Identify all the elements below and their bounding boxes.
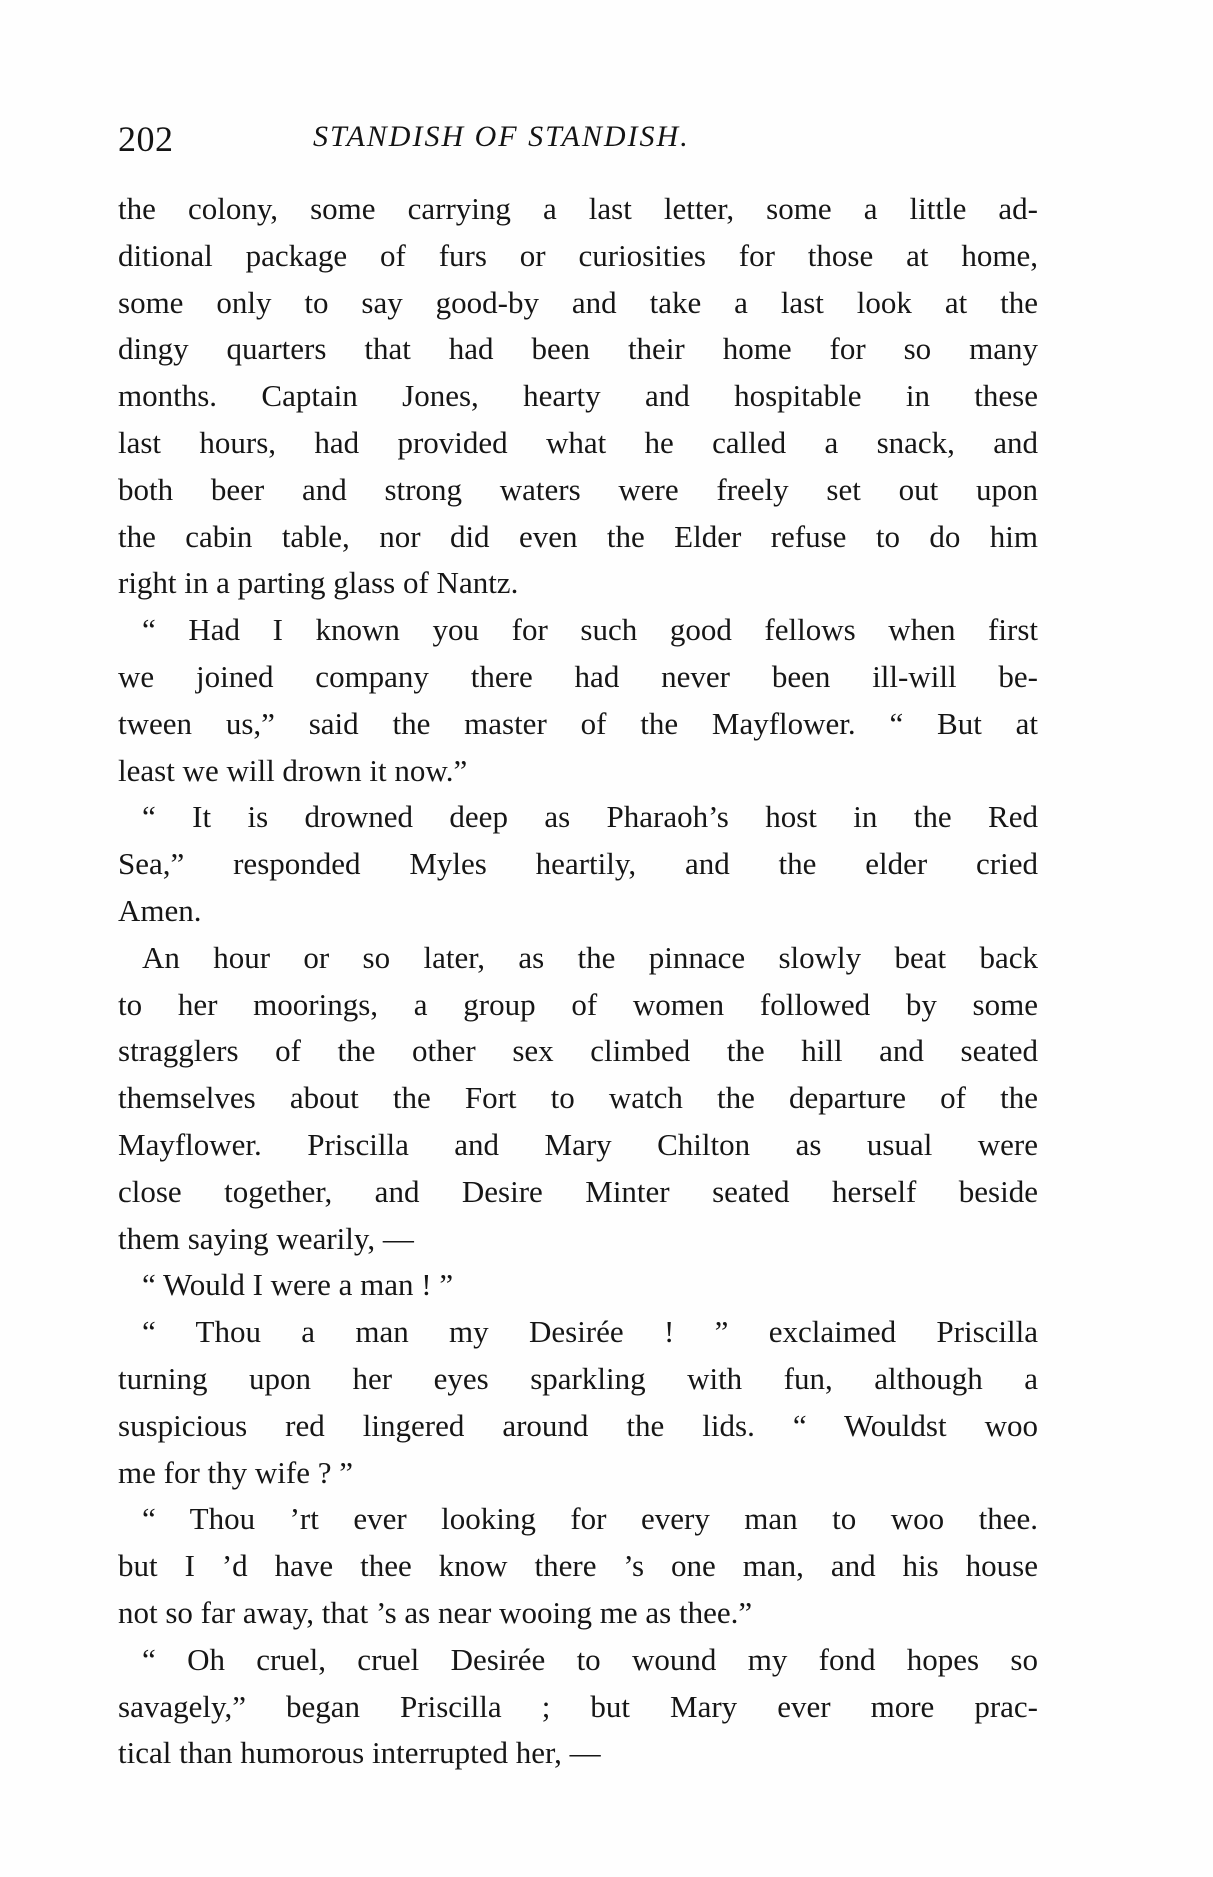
page-header — [118, 118, 1038, 168]
text-line: right in a parting glass of Nantz. — [118, 565, 519, 601]
text-line: “ Oh cruel, cruel Desirée to wound my fond hopes so — [142, 1641, 1038, 1677]
text-line: we joined company there had never been ill-will be- — [118, 658, 1038, 694]
text-line: “ Thou ’rt ever looking for every man to woo thee. — [142, 1501, 1038, 1537]
text-line: suspicious red lingered around the lids. “ Wouldst woo — [118, 1407, 1038, 1443]
page-number: 202 — [118, 119, 174, 159]
text-line: to her moorings, a group of women followed by some — [118, 986, 1038, 1022]
text-line: some only to say good-by and take a last look at the — [118, 284, 1038, 320]
text-line: tween us,” said the master of the Mayflower. “ But at — [118, 705, 1038, 741]
text-line: “ It is drowned deep as Pharaoh’s host in the Red — [142, 799, 1038, 835]
text-line: tical than humorous interrupted her, — — [118, 1735, 601, 1771]
text-line: Sea,” responded Myles heartily, and the elder cried — [118, 846, 1038, 882]
text-line: both beer and strong waters were freely set out upon — [118, 471, 1038, 507]
body-text — [118, 186, 1038, 1777]
text-line: ditional package of furs or curiosities for those at home, — [118, 237, 1038, 273]
text-line: but I ’d have thee know there ’s one man, and his house — [118, 1548, 1038, 1584]
text-line: Amen. — [118, 892, 202, 928]
text-line: An hour or so later, as the pinnace slowly beat back — [142, 939, 1038, 975]
text-line: turning upon her eyes sparkling with fun, although a — [118, 1360, 1038, 1396]
text-line: dingy quarters that had been their home for so many — [118, 331, 1038, 367]
text-line: me for thy wife ? ” — [118, 1454, 353, 1490]
text-line: “ Had I known you for such good fellows when first — [142, 612, 1038, 648]
text-line: last hours, had provided what he called a snack, and — [118, 424, 1038, 460]
text-line: themselves about the Fort to watch the departure of the — [118, 1080, 1038, 1116]
text-line: Mayflower. Priscilla and Mary Chilton as usual were — [118, 1126, 1038, 1162]
text-line: “ Thou a man my Desirée ! ” exclaimed Priscilla — [142, 1314, 1038, 1350]
text-line: least we will drown it now.” — [118, 752, 468, 788]
text-line: close together, and Desire Minter seated herself beside — [118, 1173, 1038, 1209]
text-line: savagely,” began Priscilla ; but Mary ever more prac- — [118, 1688, 1038, 1724]
text-line: the cabin table, nor did even the Elder refuse to do him — [118, 518, 1038, 554]
text-line: them saying wearily, — — [118, 1220, 414, 1256]
text-line: “ Would I were a man ! ” — [142, 1267, 454, 1303]
text-line: months. Captain Jones, hearty and hospitable in these — [118, 378, 1038, 414]
text-line: stragglers of the other sex climbed the hill and seated — [118, 1033, 1038, 1069]
text-line: the colony, some carrying a last letter, some a little ad- — [118, 191, 1038, 226]
running-title: STANDISH OF STANDISH. — [313, 120, 690, 153]
text-line: not so far away, that ’s as near wooing me as thee.” — [118, 1594, 753, 1630]
